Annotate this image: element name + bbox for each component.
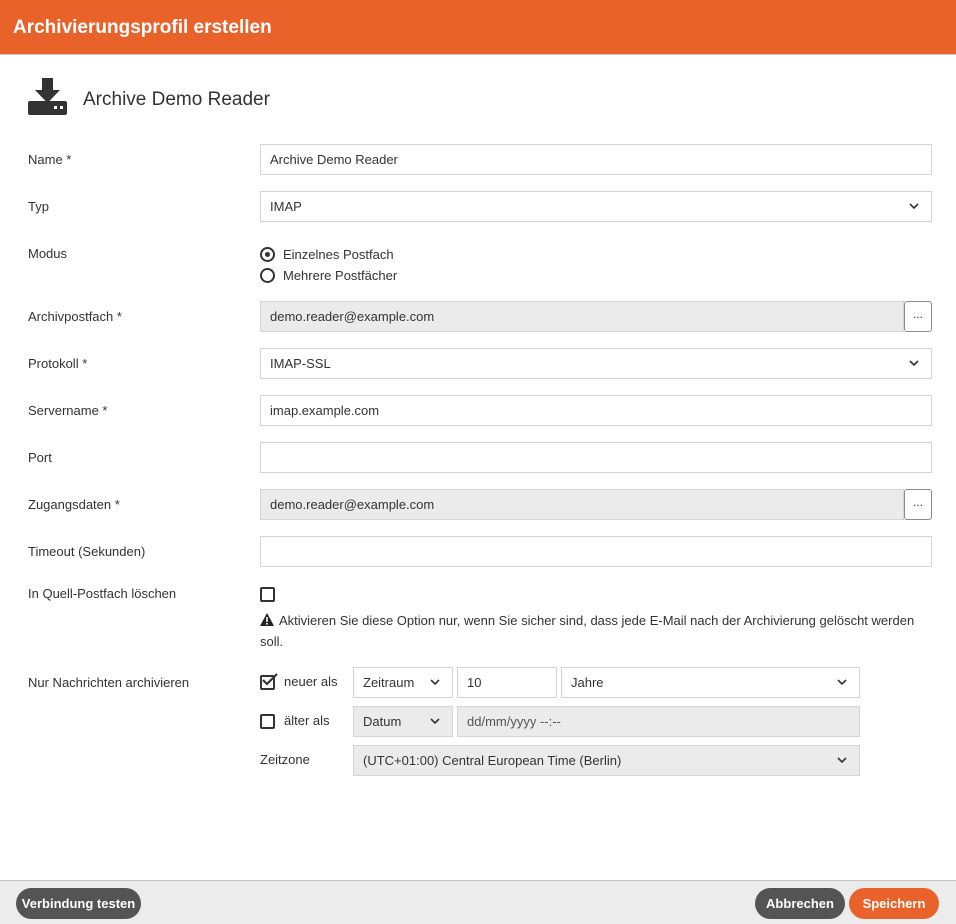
- archivpostfach-label: Archivpostfach *: [28, 309, 122, 324]
- checkmark-icon: [261, 672, 279, 688]
- radio-label: Mehrere Postfächer: [283, 267, 398, 283]
- chevron-down-icon: [837, 755, 847, 765]
- older-checkbox[interactable]: [260, 714, 275, 729]
- older-date-input[interactable]: dd/mm/yyyy --:--: [457, 706, 860, 737]
- name-input[interactable]: Archive Demo Reader: [260, 144, 932, 175]
- newer-mode-value: Zeitraum: [363, 675, 415, 690]
- older-mode-select[interactable]: [353, 706, 453, 737]
- chevron-down-icon: [909, 358, 919, 368]
- typ-select-value: IMAP: [270, 199, 302, 214]
- cancel-button[interactable]: Abbrechen: [755, 888, 845, 919]
- archivpostfach-browse-button[interactable]: ...: [904, 301, 932, 332]
- chevron-down-icon: [430, 677, 440, 687]
- download-drive-icon: [28, 78, 68, 116]
- archivpostfach-input[interactable]: demo.reader@example.com: [260, 301, 904, 332]
- timeout-input[interactable]: [260, 536, 932, 567]
- protokoll-label: Protokoll *: [28, 356, 88, 371]
- zugangsdaten-input[interactable]: demo.reader@example.com: [260, 489, 904, 520]
- chevron-down-icon: [837, 677, 847, 687]
- port-input[interactable]: [260, 442, 932, 473]
- loeschen-checkbox[interactable]: [260, 587, 275, 602]
- radio-button[interactable]: [260, 268, 275, 283]
- servername-label: Servername *: [28, 403, 108, 418]
- older-mode-value: Datum: [363, 714, 402, 729]
- radio-label: Einzelnes Postfach: [283, 246, 394, 262]
- profile-title: Archive Demo Reader: [83, 89, 270, 110]
- loeschen-label: In Quell-Postfach löschen: [28, 586, 177, 601]
- save-button[interactable]: Speichern: [849, 888, 939, 919]
- protokoll-select-value: IMAP-SSL: [270, 356, 331, 371]
- newer-mode-select[interactable]: [353, 667, 453, 698]
- older-label: älter als: [284, 713, 330, 728]
- newer-unit-select[interactable]: [561, 667, 860, 698]
- newer-amount-input[interactable]: 10: [457, 667, 557, 698]
- timezone-select[interactable]: [353, 745, 860, 776]
- modus-label: Modus: [28, 246, 68, 261]
- newer-unit-value: Jahre: [571, 675, 604, 690]
- loeschen-warning: [260, 610, 920, 652]
- timeout-label: Timeout (Sekunden): [28, 544, 146, 559]
- chevron-down-icon: [909, 201, 919, 211]
- zugangsdaten-label: Zugangsdaten *: [28, 497, 120, 512]
- typ-select[interactable]: [260, 191, 932, 222]
- newer-label: neuer als: [284, 674, 338, 689]
- dialog-footer: [0, 880, 956, 924]
- servername-input[interactable]: imap.example.com: [260, 395, 932, 426]
- archive-filter-label: Nur Nachrichten archivieren: [28, 675, 190, 690]
- chevron-down-icon: [430, 716, 440, 726]
- typ-label: Typ: [28, 199, 49, 214]
- radio-einzelnes-postfach[interactable]: [260, 245, 394, 263]
- timezone-label: Zeitzone: [260, 752, 310, 767]
- radio-button-checked[interactable]: [260, 247, 275, 262]
- protokoll-select[interactable]: [260, 348, 932, 379]
- dialog-title: Archivierungsprofil erstellen: [13, 17, 272, 38]
- test-connection-button[interactable]: Verbindung testen: [16, 888, 141, 919]
- timezone-value: (UTC+01:00) Central European Time (Berlin): [363, 753, 622, 768]
- radio-mehrere-postfaecher[interactable]: [260, 266, 397, 284]
- warning-icon: [260, 613, 274, 626]
- port-label: Port: [28, 450, 52, 465]
- zugangsdaten-browse-button[interactable]: ...: [904, 489, 932, 520]
- warning-text: Aktivieren Sie diese Option nur, wenn Sie sicher sind, dass jede E-Mail nach der Archivierung gelöscht werden soll.: [260, 613, 915, 649]
- dialog-titlebar: [0, 0, 956, 55]
- name-label: Name *: [28, 152, 72, 167]
- newer-checkbox[interactable]: [260, 675, 275, 690]
